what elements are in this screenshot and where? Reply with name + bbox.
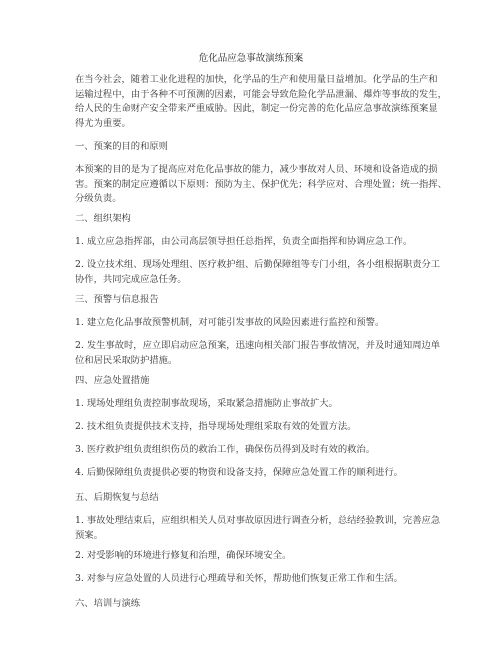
text-line: 1. 成立应急指挥部，由公司高层领导担任总指挥，负责全面指挥和协调应急工作。 <box>75 236 413 247</box>
text-line: 2. 发生事故时，应立即启动应急预案，迅速向相关部门报告事故情况，并及时通知周边单 <box>75 340 441 351</box>
text-line: 预案。 <box>75 529 103 541</box>
document-title: 危化品应急事故演练预案 <box>198 53 304 64</box>
text-line: 2. 设立技术组、现场处理组、医疗救护组、后勤保障组等专门小组，各小组根据职责分工 <box>75 259 441 270</box>
intro-paragraph <box>75 73 445 131</box>
text-line: 害。预案的制定应遵循以下原则：预防为主、保护优先；科学应对、合理处置；统一指挥、 <box>75 178 447 190</box>
section-paragraph <box>75 397 445 412</box>
text-line: 3. 医疗救护组负责组织伤员的救治工作，确保伤员得到及时有效的救治。 <box>75 444 376 455</box>
text-line: 4. 后勤保障组负责提供必要的物资和设备支持，保障应急处置工作的顺利进行。 <box>75 467 403 478</box>
text-line: 得尤为重要。 <box>75 117 131 129</box>
section-paragraph <box>75 163 445 207</box>
section-paragraph <box>75 339 445 368</box>
text-line: 1. 建立危化品事故预警机制，对可能引发事故的风险因素进行监控和预警。 <box>75 317 385 328</box>
section-paragraph <box>75 235 445 250</box>
section-heading: 一、预案的目的和原则 <box>75 141 168 152</box>
text-line: 3. 对参与应急处置的人员进行心理疏导和关怀，帮助他们恢复正常工作和生活。 <box>75 573 403 584</box>
section-paragraph <box>75 316 445 331</box>
text-line: 给人民的生命财产安全带来严重威胁。因此，制定一份完善的危化品应急事故演练预案显 <box>75 103 438 115</box>
section-paragraph <box>75 258 445 287</box>
text-line: 协作，共同完成应急任务。 <box>75 273 187 285</box>
section-heading: 五、后期恢复与总结 <box>75 492 159 503</box>
text-line: 在当今社会，随着工业化进程的加快，化学品的生产和使用量日益增加。化学品的生产和 <box>75 74 438 85</box>
section-paragraph <box>75 443 445 458</box>
section-paragraph <box>75 466 445 481</box>
section-heading: 四、应急处置措施 <box>75 375 150 386</box>
section-paragraph <box>75 420 445 435</box>
text-line: 本预案的目的是为了提高应对危化品事故的能力，减少事故对人员、环境和设备造成的损 <box>75 164 438 175</box>
text-line: 2. 对受影响的环境进行修复和治理，确保环境安全。 <box>75 550 292 561</box>
section-paragraph <box>75 572 445 587</box>
section-paragraph <box>75 514 445 543</box>
text-line: 1. 现场处理组负责控制事故现场，采取紧急措施防止事故扩大。 <box>75 398 338 409</box>
text-line: 1. 事故处理结束后，应组织相关人员对事故原因进行调查分析，总结经验教训，完善应急 <box>75 515 441 526</box>
section-heading: 三、预警与信息报告 <box>75 294 159 305</box>
text-line: 2. 技术组负责提供技术支持，指导现场处理组采取有效的处置方法。 <box>75 421 357 432</box>
section-heading: 六、培训与演练 <box>75 598 141 609</box>
section-paragraph <box>75 549 445 564</box>
text-line: 位和居民采取防护措施。 <box>75 354 178 366</box>
section-heading: 二、组织架构 <box>75 213 131 224</box>
text-line: 运输过程中，由于各种不可预测的因素，可能会导致危险化学品泄漏、爆炸等事故的发生， <box>75 88 447 100</box>
text-line: 分级负责。 <box>75 193 122 205</box>
